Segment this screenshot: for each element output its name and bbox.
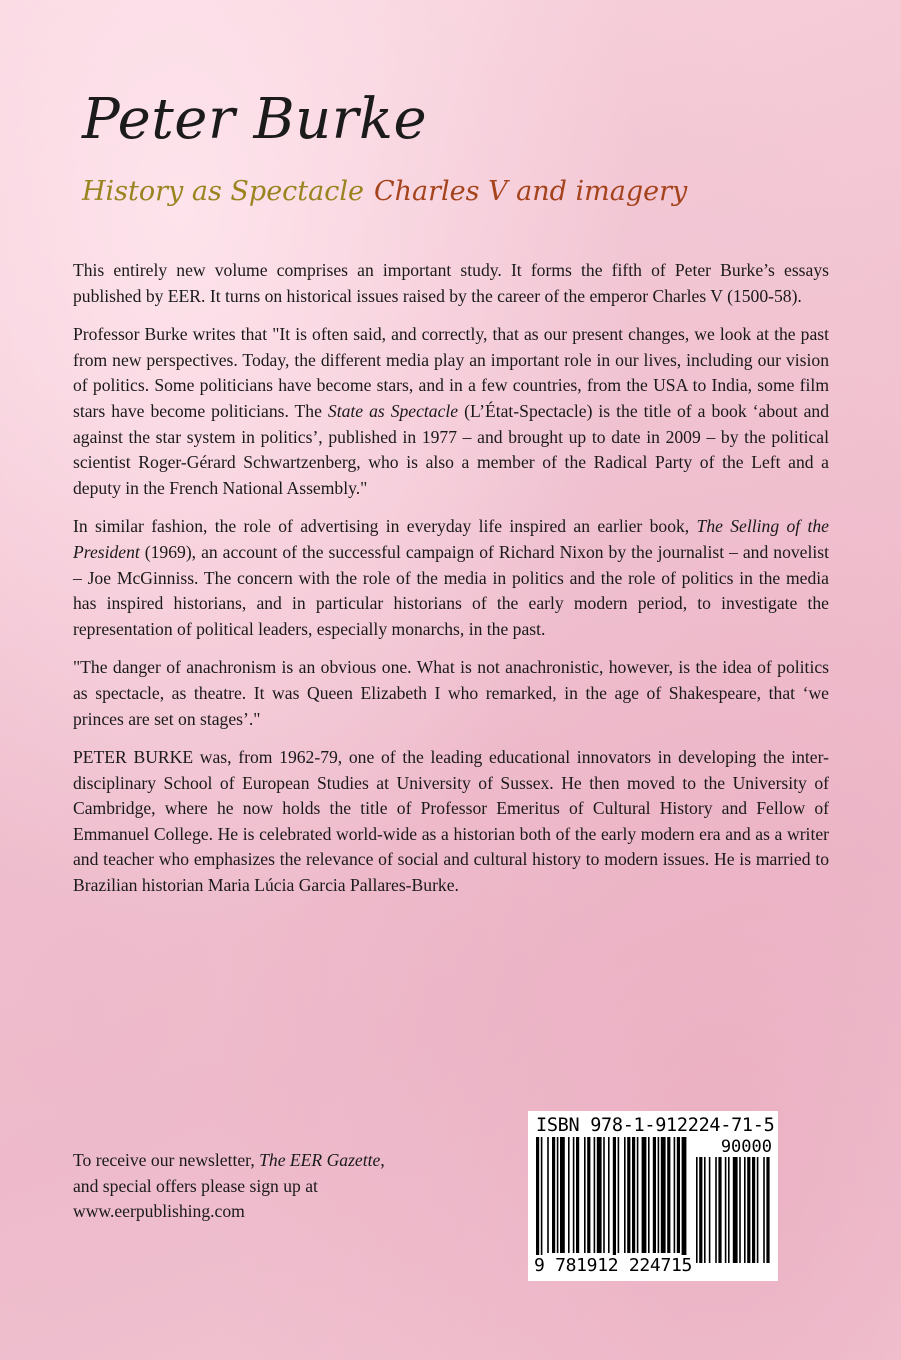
barcode-bar <box>642 1137 647 1253</box>
barcode-bar <box>658 1137 660 1253</box>
barcode-bar <box>667 1137 670 1253</box>
addon-digits: 90000 <box>720 1137 772 1157</box>
addon-bar <box>709 1157 711 1263</box>
addon-bar <box>704 1157 706 1263</box>
barcode-bar <box>682 1137 687 1263</box>
p3-text-b: (1969), an account of the successful campaign of Richard Nixon by the journalist – and novelist – Joe McGinniss. The concern with the role of the media in politics and the role of politics in the media has inspired historians, and in particular historians of the early modern period, to investigate the representation of political leaders, especially monarchs, in the past. <box>73 541 829 639</box>
blurb-paragraph-4: "The danger of anachronism is an obvious one. What is not anachronistic, however, is the idea of politics as spectacle, as theatre. It was Queen Elizabeth I who remarked, in the age of Shakespeare, that ‘we princes are set on stages’." <box>73 657 829 729</box>
barcode-bar <box>627 1137 630 1253</box>
barcode-bar <box>587 1137 590 1253</box>
barcode-bar <box>536 1137 539 1263</box>
addon-bar <box>696 1157 698 1263</box>
newsletter-title: The EER Gazette <box>259 1150 381 1170</box>
ean-digits: 9 781912 224715 <box>534 1255 693 1276</box>
addon-bar <box>766 1157 769 1263</box>
blurb-paragraph-1: This entirely new volume comprises an important study. It forms the fifth of Peter Burke’s essays published by EER. It turns on historical issues raised by the career of the emperor Charles V (1500-58). <box>73 260 829 306</box>
p2-text-b: (L’État-Spectacle) is the title of a book ‘about and against the star system in politics’, published in 1977 – and brought up to date in 2009 – by the political scientist Roger-Gérard Schwartzenberg, who is also a member of the Radical Party of the Left and a deputy in the French National Assembly." <box>73 400 830 498</box>
barcode-bar <box>648 1137 650 1253</box>
barcode-bar <box>547 1137 549 1253</box>
barcode-bar <box>653 1137 656 1253</box>
newsletter-line-2: and special offers please sign up at <box>73 1175 318 1196</box>
barcode-bar <box>632 1137 635 1253</box>
barcode-bar <box>603 1137 605 1253</box>
barcode-bar <box>594 1137 596 1253</box>
addon-bar <box>718 1157 721 1263</box>
p3-text-a: In similar fashion, the role of advertising in everyday life inspired an earlier book, <box>73 516 697 537</box>
addon-bar <box>752 1157 755 1263</box>
barcode-bar <box>674 1137 676 1253</box>
isbn-label: ISBN 978-1-912224-71-5 <box>536 1115 775 1136</box>
barcode-bar <box>552 1137 555 1253</box>
addon-bar <box>733 1157 738 1263</box>
addon-bar <box>763 1157 765 1263</box>
addon-bar <box>725 1157 727 1263</box>
barcode-bar <box>597 1137 602 1253</box>
blurb-paragraph-2 <box>73 322 829 501</box>
isbn-barcode <box>528 1111 778 1281</box>
addon-bar <box>739 1157 741 1263</box>
barcode-bar <box>637 1137 639 1253</box>
blurb-body <box>73 258 829 912</box>
barcode-bar <box>541 1137 543 1263</box>
subtitle-history-as-spectacle: History as Spectacle <box>82 176 364 207</box>
addon-bar <box>747 1157 750 1263</box>
author-bio: PETER BURKE was, from 1962-79, one of the leading educational innovators in developing the inter-disciplinary School of European Studies at University of Sussex. He then moved to the University of Cambridge, where he now holds the title of Professor Emeritus of Cultural History and Fellow of Emmanuel College. He is celebrated world-wide as a historian both of the early modern era and as a writer and teacher who emphasizes the relevance of social and cultural history to modern issues. He is married to Brazilian historian Maria Lúcia Garcia Pallares-Burke. <box>73 747 829 896</box>
p2-book-title: State as Spectacle <box>327 400 459 421</box>
p3-book-title: The Selling of the President <box>73 516 829 562</box>
barcode-bar <box>677 1137 680 1253</box>
blurb-paragraph-3 <box>73 514 829 642</box>
subtitle-charles-v: Charles V and imagery <box>373 176 688 207</box>
barcode-bar <box>560 1137 565 1253</box>
barcode-bar <box>576 1137 579 1253</box>
addon-bar <box>744 1157 746 1263</box>
addon-bar <box>757 1157 759 1263</box>
subtitle-line <box>82 176 687 208</box>
newsletter-text-b: , <box>380 1150 385 1170</box>
addon-bar <box>699 1157 702 1263</box>
newsletter-url: www.eerpublishing.com <box>73 1201 245 1222</box>
barcode-bar <box>573 1137 575 1253</box>
barcode-bar <box>624 1137 626 1253</box>
barcode-bar <box>568 1137 570 1253</box>
addon-bar <box>715 1157 717 1263</box>
newsletter-text-a: To receive our newsletter, <box>73 1150 260 1170</box>
author-title: Peter Burke <box>82 87 428 152</box>
addon-bar <box>728 1157 730 1263</box>
barcode-bar <box>557 1137 559 1253</box>
barcode-bar <box>661 1137 666 1253</box>
barcode-bar <box>584 1137 586 1253</box>
newsletter-line-1 <box>73 1148 493 1174</box>
p2-text-a: Professor Burke writes that "It is often said, and correctly, that as our present changes, we look at the past from new perspectives. Today, the different media play an important role in our lives, including our vision of politics. Some politicians have become stars, and in a few countries, from the USA to India, some film stars have become politicians. The <box>73 324 829 421</box>
newsletter-note <box>73 1148 493 1225</box>
barcode-bar <box>618 1137 620 1253</box>
barcode-bar <box>613 1137 616 1263</box>
barcode-bar <box>608 1137 610 1253</box>
